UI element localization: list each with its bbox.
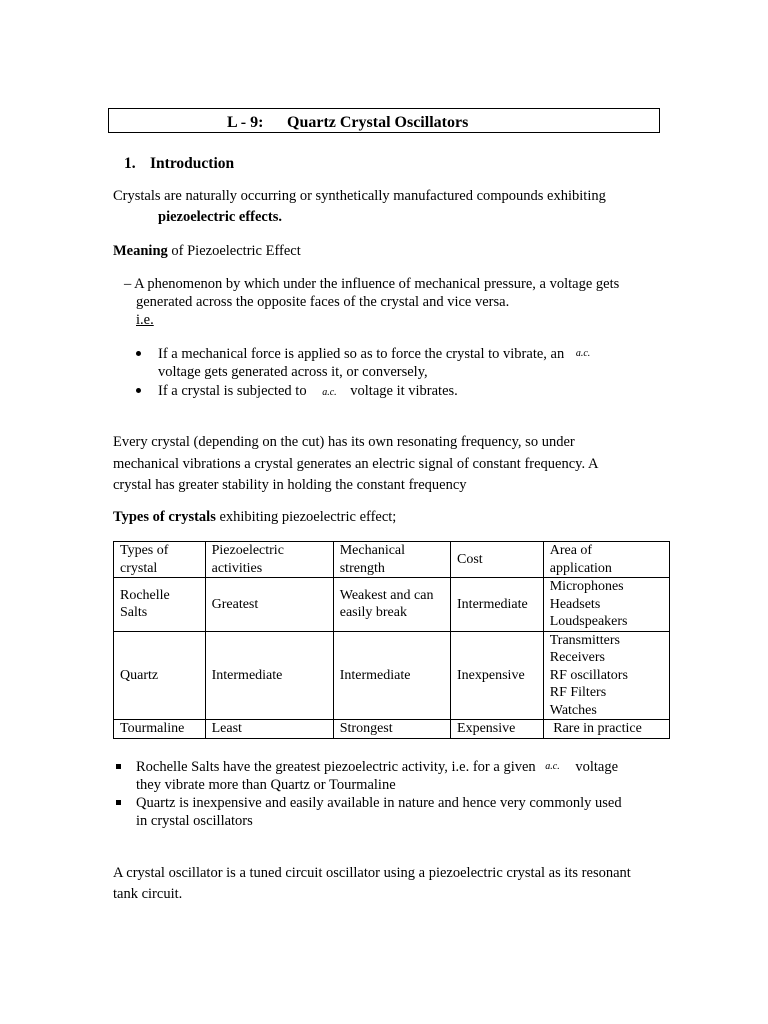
types-rest: exhibiting piezoelectric effect;	[215, 509, 397, 525]
cell-line: RF Filters	[549, 685, 607, 700]
table-cell-mechanical-strength	[333, 720, 450, 739]
resonance-line-3: crystal has greater stability in holding the constant frequency	[113, 477, 467, 493]
types-bold: Types of crystals	[113, 509, 216, 525]
cell-line: Intermediate	[339, 667, 411, 683]
ac-symbol: a.c.	[545, 761, 560, 772]
table-cell-crystal-type	[114, 578, 206, 632]
cell-line: easily break	[339, 605, 407, 621]
meaning-heading	[113, 242, 301, 261]
resonance-line-1: Every crystal (depending on the cut) has its own resonating frequency, so under	[113, 434, 575, 450]
cell-line: activities	[211, 560, 263, 576]
table-cell-cost	[451, 631, 544, 720]
cell-line: Intermediate	[457, 596, 528, 612]
note-1-text-before: Rochelle Salts have the greatest piezoelectric activity, i.e. for a given	[136, 759, 536, 775]
cell-line: Piezoelectric	[211, 543, 284, 558]
definition-line-2: generated across the opposite faces of the crystal and vice versa.	[136, 294, 510, 310]
cell-line: Tourmaline	[120, 721, 185, 736]
meaning-rest: of Piezoelectric Effect	[167, 243, 301, 259]
crystal-types-table	[113, 541, 670, 739]
cell-line: crystal	[120, 560, 158, 576]
closing-line-1: A crystal oscillator is a tuned circuit oscillator using a piezoelectric crystal as its resonant	[113, 865, 631, 881]
table-cell-mechanical-strength	[333, 542, 450, 578]
table-cell-piezoelectric-activity	[205, 578, 333, 632]
cell-line: Intermediate	[211, 667, 283, 683]
ie-label: i.e.	[136, 312, 154, 328]
lecture-code: L - 9:	[227, 114, 264, 131]
table-cell-cost	[451, 720, 544, 739]
cell-line: application	[549, 560, 612, 576]
cell-line: Strongest	[339, 721, 393, 736]
dash-marker: –	[124, 276, 132, 292]
table-cell-piezoelectric-activity	[205, 720, 333, 739]
cell-line: Receivers	[549, 650, 605, 665]
note-1-text-after: voltage	[575, 759, 619, 775]
cell-line: Greatest	[211, 596, 259, 612]
table-cell-application-area	[543, 578, 669, 632]
bullet-1-line-2: voltage gets generated across it, or conversely,	[158, 364, 428, 380]
note-bullet-1	[116, 764, 121, 769]
table-cell-piezoelectric-activity	[205, 542, 333, 578]
table-cell-cost	[451, 578, 544, 632]
cell-line: Watches	[549, 702, 597, 718]
cell-line: Quartz	[120, 667, 159, 683]
table-cell-crystal-type	[114, 720, 206, 739]
cell-line: Loudspeakers	[549, 614, 628, 629]
table-cell-crystal-type	[114, 631, 206, 720]
cell-line: Microphones	[549, 579, 624, 594]
table-cell-cost	[451, 542, 544, 578]
cell-line: RF oscillators	[549, 667, 628, 683]
table-cell-crystal-type	[114, 542, 206, 578]
lecture-title-box	[108, 108, 660, 133]
bullet-2	[158, 382, 458, 401]
bullet-1-line-1	[158, 345, 590, 364]
note-bullet-2	[116, 800, 121, 805]
cell-line: Least	[211, 721, 242, 736]
note-1-line-2: they vibrate more than Quartz or Tourmaline	[136, 777, 396, 793]
table-cell-application-area	[543, 631, 669, 720]
types-heading	[113, 508, 396, 527]
meaning-bold: Meaning	[113, 243, 168, 259]
table-cell-piezoelectric-activity	[205, 631, 333, 720]
note-2-line-2: in crystal oscillators	[136, 813, 253, 829]
bullet-2-text-after: voltage it vibrates.	[350, 383, 458, 399]
note-2-line-1: Quartz is inexpensive and easily available in nature and hence very commonly used	[136, 795, 622, 811]
cell-line: Inexpensive	[457, 667, 525, 683]
cell-line: strength	[339, 560, 385, 576]
cell-line: Area of	[549, 543, 593, 558]
table-cell-application-area	[543, 542, 669, 578]
table-cell-application-area	[543, 720, 669, 739]
closing-line-2: tank circuit.	[113, 886, 183, 902]
intro-line-1: Crystals are naturally occurring or synthetically manufactured compounds exhibiting	[113, 188, 606, 204]
note-1-line-1	[136, 758, 618, 777]
cell-line: Types of	[120, 543, 169, 558]
ac-symbol: a.c.	[575, 348, 591, 359]
lecture-title: Quartz Crystal Oscillators	[287, 114, 469, 131]
cell-line: Salts	[120, 605, 148, 621]
table-row	[114, 578, 670, 632]
cell-line: Transmitters	[549, 632, 621, 648]
bullet-dot-2	[136, 388, 141, 393]
table-row	[114, 631, 670, 720]
cell-line: Expensive	[457, 721, 516, 736]
definition-text-1: A phenomenon by which under the influence of mechanical pressure, a voltage gets	[134, 276, 620, 292]
section-heading	[124, 154, 234, 174]
cell-line: Cost	[457, 551, 483, 567]
table-header-row	[114, 542, 670, 578]
cell-line: Headsets	[549, 596, 601, 612]
bullet-dot-1	[136, 351, 141, 356]
bullet-1-text: If a mechanical force is applied so as to force the crystal to vibrate, an	[158, 346, 565, 362]
table-cell-mechanical-strength	[333, 631, 450, 720]
table-cell-mechanical-strength	[333, 578, 450, 632]
cell-line: Rare in practice	[549, 721, 642, 736]
cell-line: Mechanical	[339, 543, 406, 558]
intro-line-2: piezoelectric effects.	[158, 209, 282, 225]
cell-line: Weakest and can	[339, 587, 434, 603]
section-number: 1.	[124, 155, 136, 172]
section-title: Introduction	[150, 155, 235, 172]
cell-line: Rochelle	[120, 587, 170, 603]
bullet-2-text-before: If a crystal is subjected to	[158, 383, 307, 399]
ac-symbol: a.c.	[322, 387, 337, 398]
definition-line-1	[124, 275, 619, 294]
resonance-line-2: mechanical vibrations a crystal generates an electric signal of constant frequency. A	[113, 456, 599, 472]
table-row	[114, 720, 670, 739]
